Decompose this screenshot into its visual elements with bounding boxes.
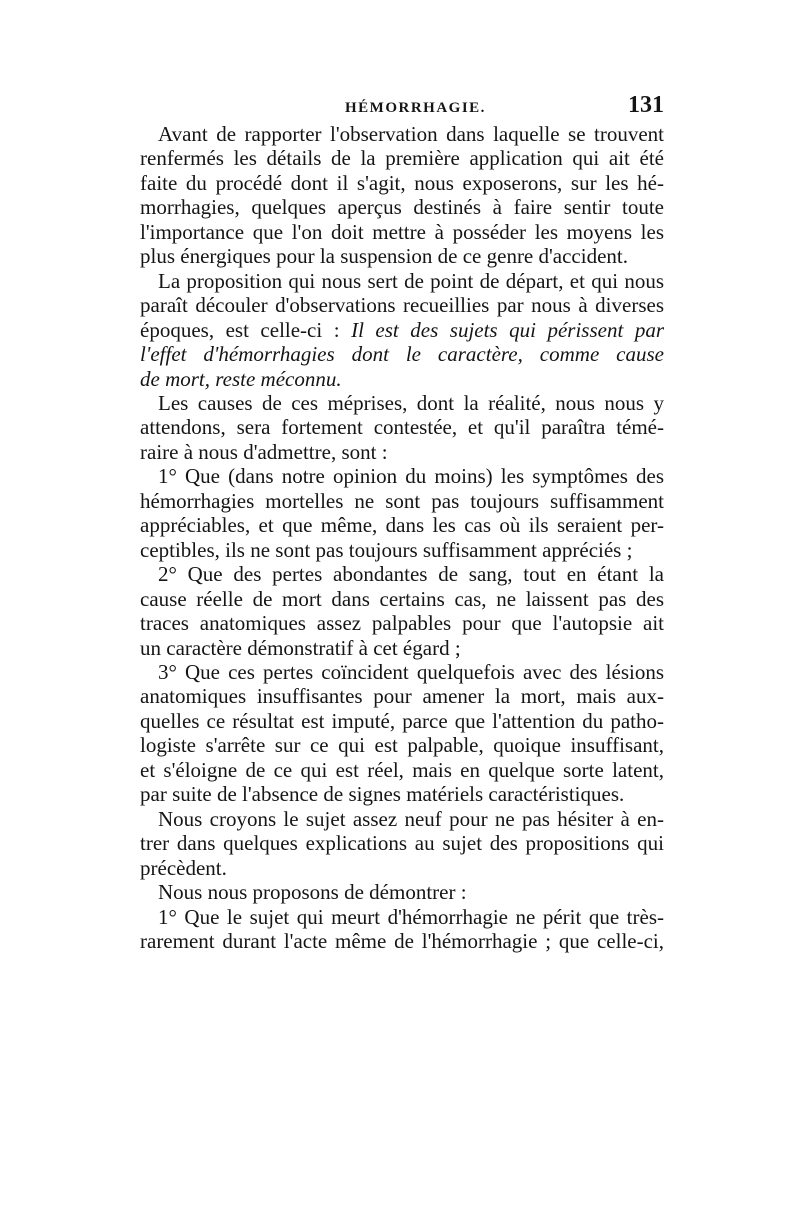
text-line: traces anatomiques assez palpables pour que l'autopsie ait	[140, 611, 664, 636]
paragraph	[140, 905, 664, 954]
paragraph	[140, 122, 664, 269]
body-text	[140, 122, 664, 953]
italic-text-line: de mort, reste méconnu.	[140, 366, 342, 391]
text-line: quelles ce résultat est imputé, parce que l'attention du patho-	[140, 708, 664, 733]
text-line: Nous croyons le sujet assez neuf pour ne pas hésiter à en-	[158, 806, 664, 831]
paragraph	[140, 807, 664, 880]
paragraph	[140, 269, 664, 391]
paragraph	[140, 464, 664, 562]
paragraph	[140, 391, 664, 464]
text-line: La proposition qui nous sert de point de départ, et qui nous	[158, 268, 664, 293]
text-line: précèdent.	[140, 855, 227, 880]
text-line: rarement durant l'acte même de l'hémorrhagie ; que celle-ci,	[140, 928, 664, 953]
text-line: renfermés les détails de la première application qui ait été	[140, 146, 664, 171]
page-header	[140, 92, 664, 126]
text-line: plus énergiques pour la suspension de ce genre d'accident.	[140, 244, 628, 269]
text-line: faite du procédé dont il s'agit, nous exposerons, sur les hé-	[140, 170, 664, 195]
text-line: un caractère démonstratif à cet égard ;	[140, 635, 461, 660]
text-line: l'importance que l'on doit mettre à posséder les moyens les	[140, 219, 664, 244]
text-run: époques, est celle-ci :	[140, 317, 340, 342]
text-line: Nous nous proposons de démontrer :	[158, 880, 467, 905]
text-line: 3° Que ces pertes coïncident quelquefois avec des lésions	[158, 659, 664, 684]
text-line: morrhagies, quelques aperçus destinés à faire sentir toute	[140, 195, 664, 220]
text-line: 1° Que (dans notre opinion du moins) les symptômes des	[158, 464, 664, 489]
italic-text-run: Il est des sujets qui périssent par	[351, 317, 664, 342]
text-line: et s'éloigne de ce qui est réel, mais en quelque sorte latent,	[140, 757, 664, 782]
text-line: ceptibles, ils ne sont pas toujours suffisamment appréciés ;	[140, 537, 633, 562]
running-head: HÉMORRHAGIE.	[345, 100, 486, 116]
text-line: 2° Que des pertes abondantes de sang, tout en étant la	[158, 562, 664, 587]
page-number: 131	[628, 92, 664, 118]
text-line: Avant de rapporter l'observation dans laquelle se trouvent	[158, 122, 664, 146]
text-line: 1° Que le sujet qui meurt d'hémorrhagie ne périt que très-	[158, 904, 664, 929]
text-line: attendons, sera fortement contestée, et qu'il paraîtra témé-	[140, 415, 664, 440]
paragraph	[140, 660, 664, 807]
text-line: raire à nous d'admettre, sont :	[140, 439, 388, 464]
text-line	[140, 318, 664, 342]
text-line: appréciables, et que même, dans les cas où ils seraient per-	[140, 513, 664, 538]
text-line: anatomiques insuffisantes pour amener la mort, mais aux-	[140, 684, 664, 709]
text-line: hémorrhagies mortelles ne sont pas toujours suffisamment	[140, 488, 664, 513]
text-line: par suite de l'absence de signes matériels caractéristiques.	[140, 782, 625, 807]
text-line: Les causes de ces méprises, dont la réalité, nous nous y	[158, 390, 664, 415]
text-line: cause réelle de mort dans certains cas, ne laissent pas des	[140, 586, 664, 611]
text-line: trer dans quelques explications au sujet des propositions qui	[140, 831, 664, 856]
text-line: paraît découler d'observations recueillies par nous à diverses	[140, 293, 664, 318]
italic-text-line: l'effet d'hémorrhagies dont le caractère, comme cause	[140, 342, 664, 367]
paragraph	[140, 562, 664, 660]
paragraph	[140, 880, 664, 904]
text-line: logiste s'arrête sur ce qui est palpable, quoique insuffisant,	[140, 733, 664, 758]
